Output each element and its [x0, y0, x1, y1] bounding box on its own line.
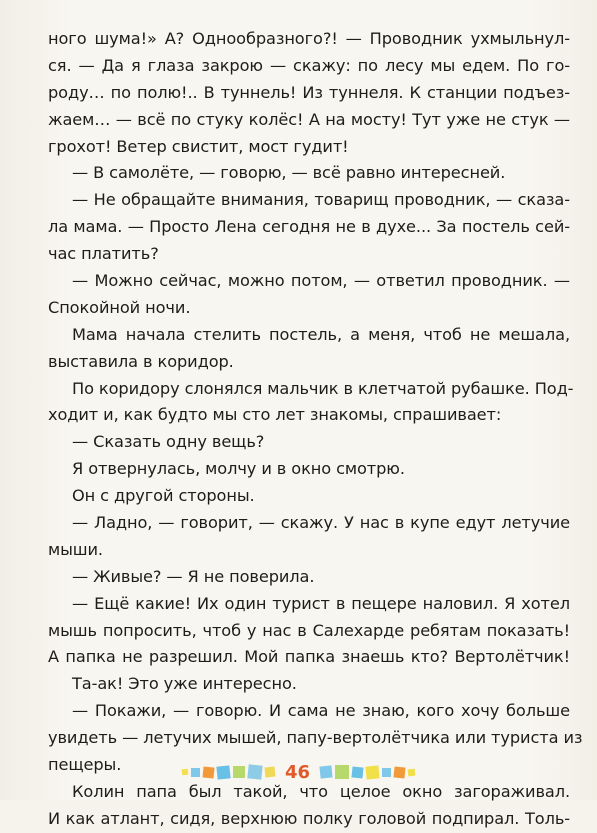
text-line: По коридору слонялся мальчик в клетчатой рубашке. Под-: [72, 378, 574, 398]
text-line: Колин папа был такой, что целое окно загораживал.: [72, 781, 570, 801]
text-line: час платить?: [48, 244, 159, 264]
decorative-squares-left: [182, 765, 275, 779]
text-line: мыши.: [48, 539, 103, 559]
text-line: — Покажи, — говорю. И сама не знаю, кого хочу больше: [72, 701, 570, 721]
text-line: ся. — Да я глаза закрою — скажу: по лесу мы едем. По го-: [48, 55, 570, 75]
text-line: пещеры.: [48, 755, 122, 775]
text-line: — Не обращайте внимания, товарищ проводник, — сказа-: [72, 190, 570, 210]
decorative-square: [335, 765, 349, 779]
decorative-square: [365, 765, 379, 779]
decorative-square: [264, 767, 275, 778]
text-line: роду… по полю!.. В туннель! Из туннеля. К станции подъез-: [48, 82, 570, 102]
text-line: — Сказать одну вещь?: [72, 432, 265, 452]
decorative-square: [382, 768, 391, 777]
page-number: 46: [284, 761, 311, 783]
text-line: — Ещё какие! Их один турист в пещере наловил. Я хотел: [72, 593, 570, 613]
text-line: — Можно сейчас, можно потом, — ответил проводник. —: [72, 271, 570, 291]
text-line: увидеть — летучих мышей, папу-вертолётчика или туриста из: [48, 728, 583, 748]
text-line: А папка не разрешил. Мой папка знаешь кто? Вертолётчик!: [48, 647, 570, 667]
decorative-square: [408, 768, 416, 776]
text-line: Спокойной ночи.: [48, 297, 191, 317]
text-line: — В самолёте, — говорю, — всё равно интересней.: [72, 163, 506, 183]
text-line: Мама начала стелить постель, а меня, чтоб не мешала,: [72, 324, 570, 344]
decorative-square: [233, 766, 245, 778]
decorative-square: [319, 765, 332, 778]
text-line: И как атлант, сидя, верхнюю полку головой подпирал. Толь-: [48, 808, 570, 828]
decorative-square: [351, 766, 363, 778]
decorative-square: [216, 765, 230, 779]
text-line: Он с другой стороны.: [72, 486, 255, 506]
text-line: — Ладно, — говорит, — скажу. У нас в купе едут летучие: [72, 513, 570, 533]
body-text: [48, 26, 583, 833]
decorative-square: [202, 766, 214, 778]
text-line: ла мама. — Просто Лена сегодня не в духе... За постель сей-: [48, 217, 570, 237]
text-line: ного шума!» А? Однообразного?! — Проводник ухмыльнул-: [48, 29, 570, 48]
decorative-squares-right: [320, 765, 415, 779]
text-line: жаем… — всё по стуку колёс! А на мосту! Тут уже не стук —: [48, 109, 570, 129]
text-line: ходит и, как будто мы сто лет знакомы, спрашивает:: [48, 405, 502, 425]
text-line: Та-ак! Это уже интересно.: [72, 674, 297, 694]
page-footer: [0, 760, 597, 784]
text-line: грохот! Ветер свистит, мост гудит!: [48, 136, 349, 156]
decorative-square: [182, 769, 189, 776]
decorative-square: [393, 766, 405, 778]
text-line: мышь попросить, чтоб у нас в Салехарде ребятам показать!: [48, 620, 570, 640]
decorative-square: [191, 768, 200, 777]
text-line: выставила в коридор.: [48, 351, 234, 371]
text-line: — Живые? — Я не поверила.: [72, 566, 315, 586]
text-line: Я отвернулась, молчу и в окно смотрю.: [72, 459, 405, 479]
decorative-square: [247, 764, 262, 779]
